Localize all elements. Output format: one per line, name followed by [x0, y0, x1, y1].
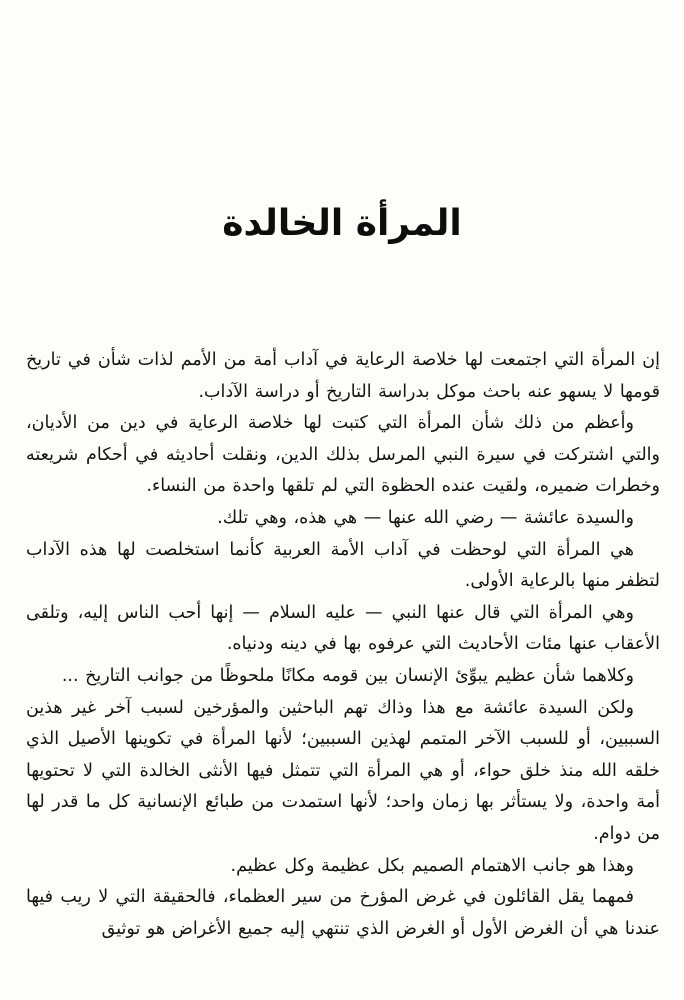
body-text	[26, 345, 660, 945]
paragraph: وهذا هو جانب الاهتمام الصميم بكل عظيمة وكل عظيم.	[230, 855, 634, 876]
paragraph: ولكن السيدة عائشة مع هذا وذاك تهم الباحثين والمؤرخين لسبب آخر غير هذين السببين، أو للسبب الآخر المتمم لهذين السببين؛ لأنها المرأة في تكوينها الأصيل الذي خلقه الله منذ خلق حواء، أو هي المرأة التي تتمثل فيها الأنثى الخالدة التي لا تحتويها أمة واحدة، ولا يستأثر بها زمان واحد؛ لأنها استمدت من طبائع الإنسانية كل ما قدر لها من دوام.	[26, 697, 660, 844]
paragraph: والسيدة عائشة — رضي الله عنها — هي هذه، وهي تلك.	[217, 507, 634, 528]
paragraph: وهي المرأة التي قال عنها النبي — عليه السلام — إنها أحب الناس إليه، وتلقى الأعقاب عنها مئات الأحاديث التي عرفوه بها في دينه ودنياه.	[26, 602, 660, 655]
page-title: المرأة الخالدة	[222, 203, 462, 244]
paragraph: وأعظم من ذلك شأن المرأة التي كتبت لها خلاصة الرعاية في دين من الأديان، والتي اشتركت في سيرة النبي المرسل بذلك الدين، ونقلت أحاديثه في أحكام شريعته وخطرات ضميره، ولقيت عنده الحظوة التي لم تلقها واحدة من النساء.	[26, 413, 660, 497]
paragraph: فمهما يقل القائلون في غرض المؤرخ من سير العظماء، فالحقيقة التي لا ريب فيها عندنا هي أن الغرض الأول أو الغرض الذي تنتهي إليه جميع الأغراض هو توثيق	[26, 887, 660, 939]
paragraph: إن المرأة التي اجتمعت لها خلاصة الرعاية في آداب أمة من الأمم لذات شأن في تاريخ قومها لا يسهو عنه باحث موكل بدراسة التاريخ أو دراسة الآداب.	[26, 350, 660, 402]
paragraph: وكلاهما شأن عظيم يبوِّئ الإنسان بين قومه مكانًا ملحوظًا من جوانب التاريخ ...	[61, 665, 634, 686]
paragraph: هي المرأة التي لوحظت في آداب الأمة العربية كأنما استخلصت لها هذه الآداب لتظفر منها بالرعاية الأولى.	[26, 539, 660, 592]
